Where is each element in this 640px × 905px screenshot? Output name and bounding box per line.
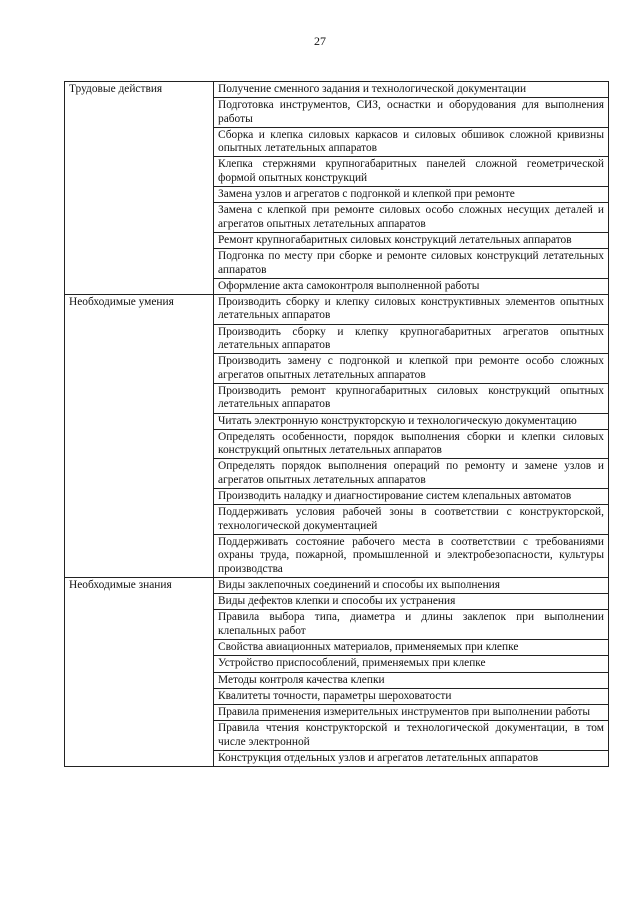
table-cell-item: Методы контроля качества клепки <box>214 672 609 688</box>
table-cell-item: Оформление акта самоконтроля выполненной работы <box>214 278 609 294</box>
table-cell-item: Производить сборку и клепку крупногабаритных агрегатов опытных летательных аппаратов <box>214 324 609 354</box>
section-label: Трудовые действия <box>65 82 214 295</box>
table-cell-item: Определять порядок выполнения операций по ремонту и замене узлов и агрегатов опытных летательных аппаратов <box>214 459 609 489</box>
table-cell-item: Производить замену с подгонкой и клепкой при ремонте особо сложных агрегатов опытных летательных аппаратов <box>214 354 609 384</box>
table-cell-item: Производить сборку и клепку силовых конструктивных элементов опытных летательных аппаратов <box>214 295 609 325</box>
section-label: Необходимые умения <box>65 295 214 578</box>
table-row <box>65 82 609 98</box>
competency-table <box>64 81 609 767</box>
table-cell-item: Правила чтения конструкторской и технологической документации, в том числе электронной <box>214 721 609 751</box>
table-cell-item: Производить ремонт крупногабаритных силовых конструкций опытных летательных аппаратов <box>214 383 609 413</box>
table-row <box>65 295 609 325</box>
table-cell-item: Клепка стержнями крупногабаритных панелей сложной геометрической формой опытных конструкций <box>214 157 609 187</box>
table-cell-item: Устройство приспособлений, применяемых при клепке <box>214 656 609 672</box>
table-cell-item: Производить наладку и диагностирование систем клепальных автоматов <box>214 489 609 505</box>
table-cell-item: Конструкция отдельных узлов и агрегатов летательных аппаратов <box>214 751 609 767</box>
table-cell-item: Поддерживать условия рабочей зоны в соответствии с конструкторской, технологической документацией <box>214 505 609 535</box>
table-cell-item: Правила применения измерительных инструментов при выполнении работы <box>214 705 609 721</box>
table-cell-item: Подготовка инструментов, СИЗ, оснастки и оборудования для выполнения работы <box>214 98 609 128</box>
table-cell-item: Правила выбора типа, диаметра и длины заклепок при выполнении клепальных работ <box>214 610 609 640</box>
table-cell-item: Замена с клепкой при ремонте силовых особо сложных несущих деталей и агрегатов опытных летательных аппаратов <box>214 203 609 233</box>
table-cell-item: Свойства авиационных материалов, применяемых при клепке <box>214 639 609 655</box>
table-row <box>65 577 609 593</box>
table-cell-item: Читать электронную конструкторскую и технологическую документацию <box>214 413 609 429</box>
table-cell-item: Подгонка по месту при сборке и ремонте силовых конструкций летательных аппаратов <box>214 249 609 279</box>
table-cell-item: Поддерживать состояние рабочего места в соответствии с требованиями охраны труда, пожарной, промышленной и электробезопасности, культуры производства <box>214 534 609 577</box>
table-cell-item: Замена узлов и агрегатов с подгонкой и клепкой при ремонте <box>214 187 609 203</box>
page-number: 27 <box>314 34 326 48</box>
table-cell-item: Виды дефектов клепки и способы их устранения <box>214 594 609 610</box>
section-label: Необходимые знания <box>65 577 214 767</box>
table-cell-item: Определять особенности, порядок выполнения сборки и клепки силовых конструкций опытных летательных аппаратов <box>214 429 609 459</box>
table-cell-item: Получение сменного задания и технологической документации <box>214 82 609 98</box>
table-cell-item: Квалитеты точности, параметры шероховатости <box>214 688 609 704</box>
table-cell-item: Сборка и клепка силовых каркасов и силовых обшивок сложной кривизны опытных летательных аппаратов <box>214 127 609 157</box>
table-cell-item: Виды заклепочных соединений и способы их выполнения <box>214 577 609 593</box>
table-cell-item: Ремонт крупногабаритных силовых конструкций летательных аппаратов <box>214 232 609 248</box>
table-body <box>65 82 609 767</box>
